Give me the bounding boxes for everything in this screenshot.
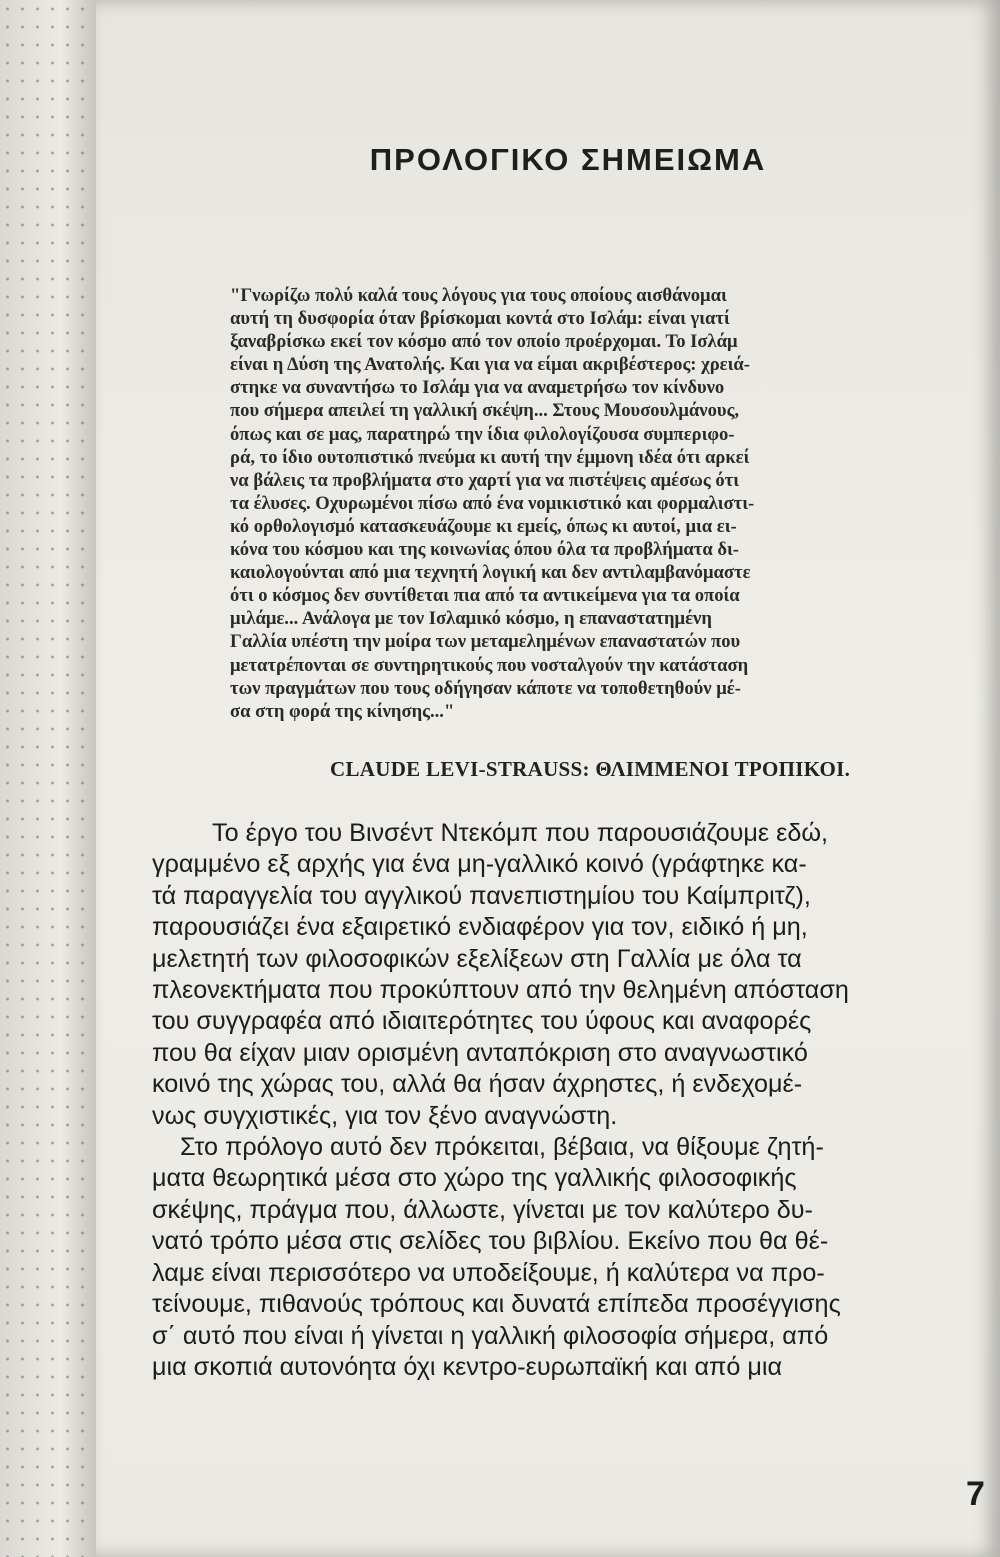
body-line: ματα θεωρητικά μέσα στο χώρο της γαλλικής φιλοσοφικής (152, 1164, 797, 1193)
quote-line: καιολογούνται από μια τεχνητή λογική και δεν αντιλαμβανόμαστε (230, 562, 751, 584)
body-line: νως συγχιστικές, για τον ξένο αναγνώστη. (152, 1101, 618, 1130)
quote-line: είναι η Δύση της Ανατολής. Και για να είμαι ακριβέστερος: χρειά- (230, 354, 750, 376)
quote-line: σα στη φορά της κίνησης..." (230, 700, 455, 722)
body-line: λαμε είναι περισσότερο να υποδείξουμε, ή καλύτερα να προ- (152, 1258, 825, 1287)
quote-line: στηκε να συναντήσω το Ισλάμ για να αναμετρήσω τον κίνδυνο (230, 377, 725, 399)
body-text (152, 818, 1000, 1383)
page-title: ΠΡΟΛΟΓΙΚΟ ΣΗΜΕΙΩΜΑ (369, 142, 767, 177)
body-line: τά παραγγελία του αγγλικού πανεπιστημίου του Καίμπριτζ), (152, 881, 811, 910)
quote-line: που σήμερα απειλεί τη γαλλική σκέψη... Στους Μουσουλμάνους, (230, 400, 740, 422)
body-line: μια σκοπιά αυτονόητα όχι κεντρο-ευρωπαϊκή και από μια (152, 1352, 783, 1381)
dotted-pattern (0, 0, 110, 1557)
body-line: τείνουμε, πιθανούς τρόπους και δυνατά επίπεδα προσέγγισης (152, 1290, 841, 1319)
body-line: του συγγραφέα από ιδιαιτερότητες του ύφους και αναφορές (152, 1007, 812, 1036)
quote-line: όπως και σε μας, παρατηρώ την ίδια φιλολογίζουσα συμπεριφο- (230, 423, 735, 445)
quote-line: των πραγμάτων που τους οδήγησαν κάποτε να τοποθετηθούν μέ- (230, 677, 741, 699)
quote-line: αυτή τη δυσφορία όταν βρίσκομαι κοντά στο Ισλάμ: είναι γιατί (230, 308, 730, 330)
page-number: 7 (966, 1475, 985, 1513)
epigraph-quote (230, 284, 1000, 723)
quote-line: να βάλεις τα προβλήματα στο χαρτί για να πιστέψεις αμέσως ότι (230, 469, 739, 491)
body-line: παρουσιάζει ένα εξαιρετικό ενδιαφέρον για τον, ειδικό ή μη, (152, 913, 808, 942)
quote-line: μιλάμε... Ανάλογα με τον Ισλαμικό κόσμο, η επαναστατημένη (230, 608, 712, 630)
body-line: σ΄ αυτό που είναι ή γίνεται η γαλλική φιλοσοφία σήμερα, από (152, 1321, 829, 1350)
quote-line: ξαναβρίσκω εκεί τον κόσμο από τον οποίο προέρχομαι. Το Ισλάμ (230, 331, 738, 353)
body-line: Στο πρόλογο αυτό δεν πρόκειται, βέβαια, να θίξουμε ζητή- (180, 1133, 824, 1162)
quote-line: ρά, το ίδιο ουτοπιστικό πνεύμα κι αυτή την έμμονη ιδέα ότι αρκεί (230, 446, 750, 468)
body-line: που θα είχαν μιαν ορισμένη ανταπόκριση στο αναγνωστικό (152, 1038, 808, 1067)
quote-line: κό ορθολογισμό κατασκευάζουμε κι εμείς, όπως κι αυτοί, μια ει- (230, 515, 737, 537)
previous-page-edge (0, 0, 110, 1557)
quote-line: τα έλυσες. Οχυρωμένοι πίσω από ένα νομικιστικό και φορμαλιστι- (230, 492, 755, 514)
quote-line: κόνα του κόσμου και της κοινωνίας όπου όλα τα προβλήματα δι- (230, 539, 739, 561)
body-line: σκέψης, πράγμα που, άλλωστε, γίνεται με τον καλύτερο δυ- (152, 1195, 813, 1224)
quote-attribution: CLAUDE LEVI-STRAUSS: ΘΛΙΜΜΕΝΟΙ ΤΡΟΠΙΚΟΙ. (330, 757, 851, 781)
body-line: γραμμένο εξ αρχής για ένα μη-γαλλικό κοινό (γράφτηκε κα- (152, 850, 807, 879)
quote-line: μετατρέπονται σε συντηρητικούς που νοσταλγούν την κατάσταση (230, 654, 749, 676)
quote-line: Γαλλία υπέστη την μοίρα των μεταμελημένων επαναστατών που (230, 631, 741, 653)
body-line: κοινό της χώρας του, αλλά θα ήσαν άχρηστες, ή ενδεχομέ- (152, 1070, 803, 1099)
body-line: Το έργο του Βινσέντ Ντεκόμπ που παρουσιάζουμε εδώ, (212, 819, 829, 847)
body-line: νατό τρόπο μέσα στις σελίδες του βιβλίου. Εκείνο που θα θέ- (152, 1227, 829, 1256)
quote-line: ότι ο κόσμος δεν συντίθεται πια από τα αντικείμενα για τα οποία (230, 585, 740, 607)
body-line: πλεονεκτήματα που προκύπτουν από την θελημένη απόσταση (152, 976, 849, 1005)
book-page (96, 0, 1000, 1557)
body-line: μελετητή των φιλοσοφικών εξελίξεων στη Γαλλία με όλα τα (152, 944, 802, 973)
quote-line: "Γνωρίζω πολύ καλά τους λόγους για τους οποίους αισθάνομαι (230, 285, 727, 306)
